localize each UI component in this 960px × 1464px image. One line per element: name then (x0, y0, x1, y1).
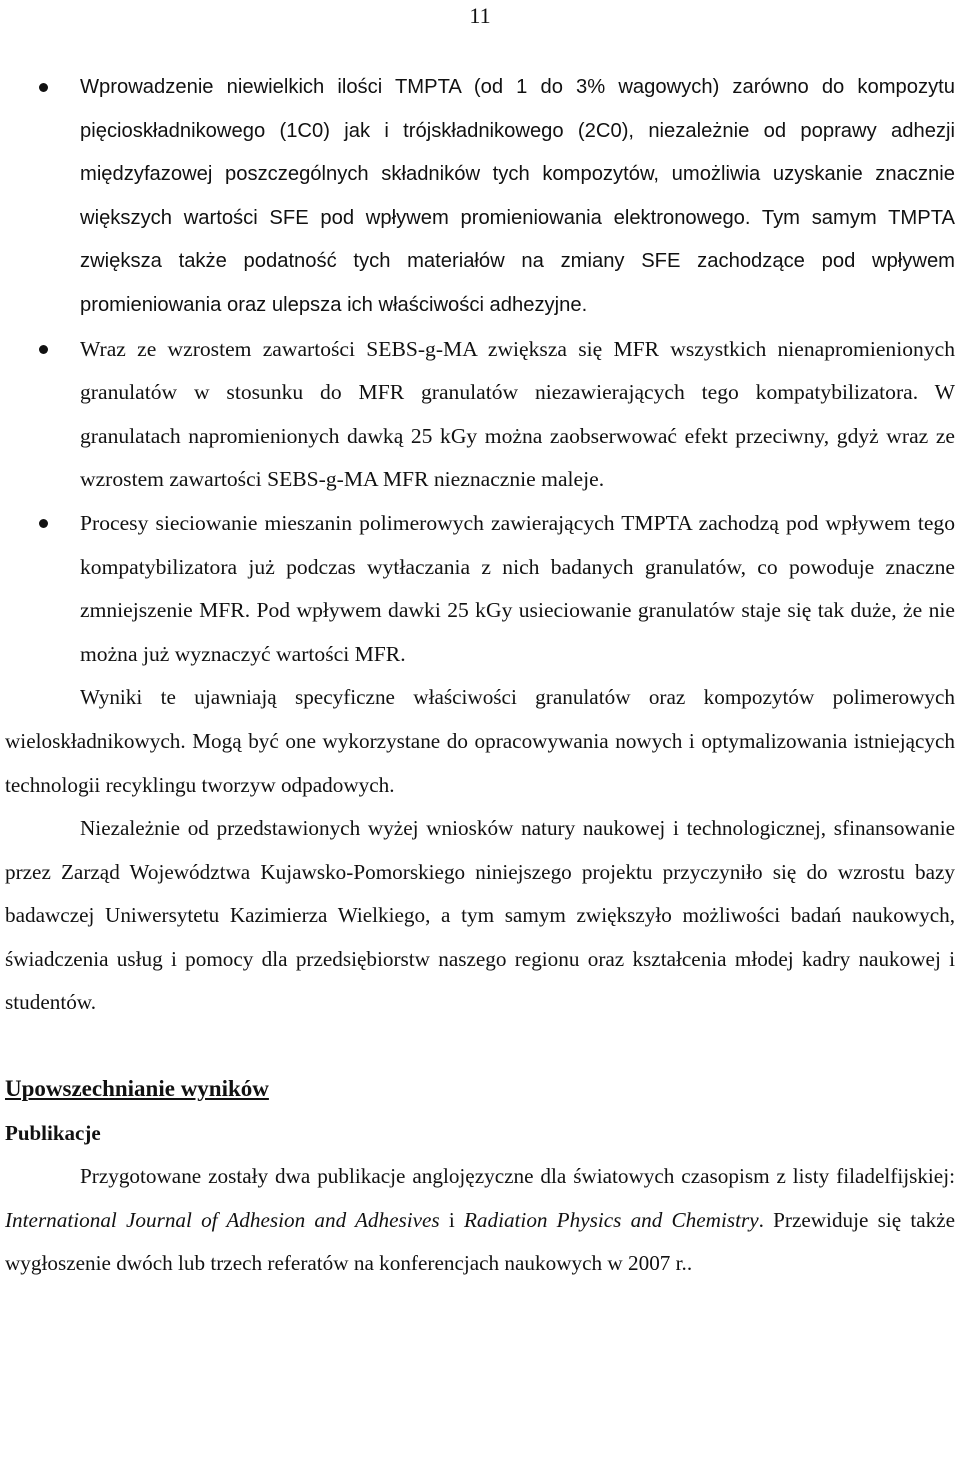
paragraph-results: Wyniki te ujawniają specyficzne właściwości granulatów oraz kompozytów polimerowych wieloskładnikowych. Mogą być one wykorzystane do opracowywania nowych i optymalizowania istniejących technologii recyklingu tworzyw odpadowych. (5, 685, 955, 797)
publications-text-2: i (439, 1207, 464, 1232)
document-body (5, 66, 955, 1286)
bullet-item-sebs-mfr: Wraz ze wzrostem zawartości SEBS-g-MA zwiększa się MFR wszystkich nienapromienionych granulatów w stosunku do MFR granulatów niezawierających tego kompatybilizatora. W granulatach napromienionych dawką 25 kGy można zaobserwować efekt przeciwny, gdyż wraz ze wzrostem zawartości SEBS-g-MA MFR nieznacznie maleje. (5, 328, 955, 502)
subheading-publications: Publikacje (5, 1121, 101, 1146)
journal-title-2: Radiation Physics and Chemistry (463, 1207, 759, 1232)
page-number: 11 (469, 3, 491, 28)
paragraph-publications (5, 1155, 955, 1286)
journal-title-1: International Journal of Adhesion and Adhesives (5, 1207, 440, 1232)
conclusions-list (5, 66, 955, 676)
bullet-item-crosslinking: Procesy sieciowanie mieszanin polimerowych zawierających TMPTA zachodzą pod wpływem tego kompatybilizatora już podczas wytłaczania z nich badanych granulatów, co powoduje znaczne zmniejszenie MFR. Pod wpływem dawki 25 kGy usieciowanie granulatów staje się tak duże, że nie można już wyznaczyć wartości MFR. (5, 502, 955, 676)
bullet-item-tmpta-sfe: Wprowadzenie niewielkich ilości TMPTA (od 1 do 3% wagowych) zarówno do kompozytu pięcioskładnikowego (1C0) jak i trójskładnikowego (2C0), niezależnie od poprawy adhezji międzyfazowej poszczególnych składników tych kompozytów, umożliwia uzyskanie znacznie większych wartości SFE pod wpływem promieniowania elektronowego. Tym samym TMPTA zwiększa także podatność tych materiałów na zmiany SFE zachodzące pod wpływem promieniowania oraz ulepsza ich właściwości adhezyjne. (5, 66, 955, 328)
section-heading: Upowszechnianie wyników (5, 1076, 269, 1102)
paragraph-funding: Niezależnie od przedstawionych wyżej wniosków natury naukowej i technologicznej, sfinansowanie przez Zarząd Województwa Kujawsko-Pomorskiego niniejszego projektu przyczyniło się do wzrostu bazy badawczej Uniwersytetu Kazimierza Wielkiego, a tym samym zwiększyło możliwości badań naukowych, świadczenia usług i pomocy dla przedsiębiorstw naszego regionu oraz kształcenia młodej kadry naukowej i studentów. (5, 816, 955, 1015)
publications-text-1: Przygotowane zostały dwa publikacje anglojęzyczne dla światowych czasopism z listy filadelfijskiej: (80, 1164, 955, 1189)
publications-text-3: . Przewiduje się także wygłoszenie dwóch lub trzech referatów na konferencjach naukowych w 2007 r.. (5, 1207, 956, 1276)
